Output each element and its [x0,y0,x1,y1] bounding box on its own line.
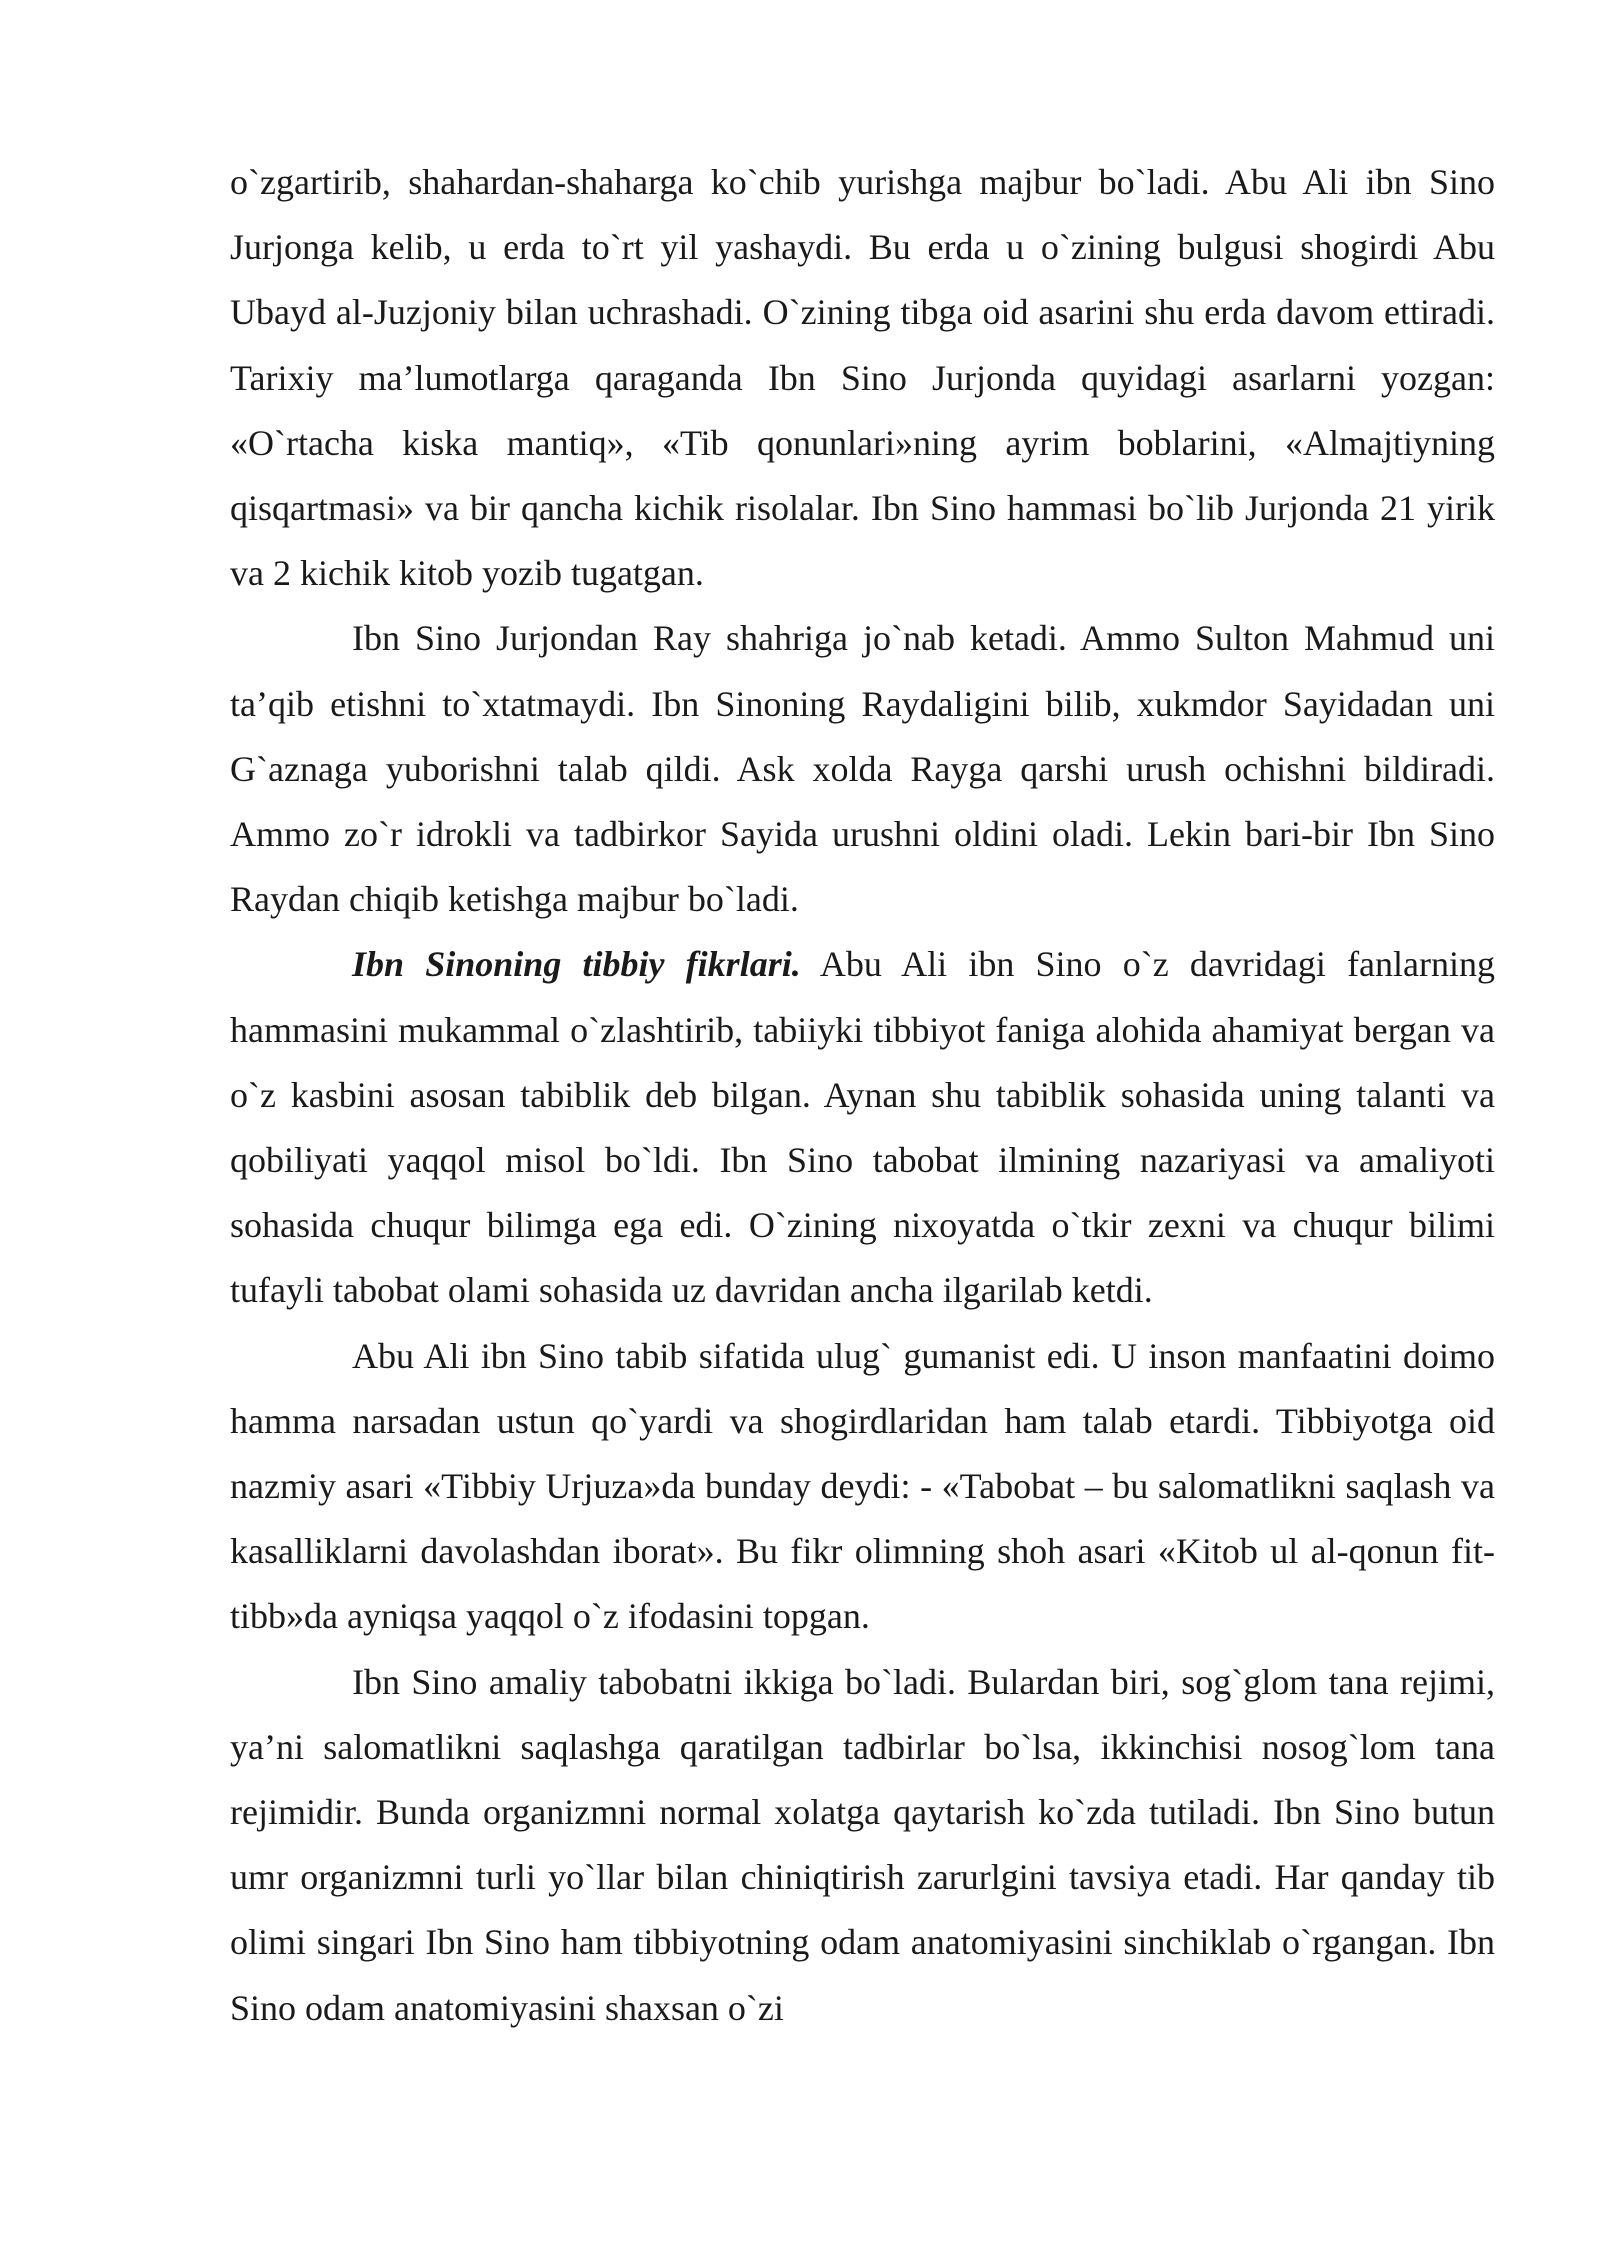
section-heading: Ibn Sinoning tibbiy fikrlari. [352,944,801,985]
paragraph-4-text: Abu Ali ibn Sino tabib sifatida ulug` gumanist edi. U inson manfaatini doimo hamma narsadan ustun qo`yardi va shogirdlaridan ham talab etardi. Tibbiyotga oid nazmiy asari «Tibbiy Urjuza»da bunday deydi: - «Tabobat – bu salomatlikni saqlash va kasalliklarni davolashdan iborat». Bu fikr olimning shoh asari «Kitob ul al-qonun fit-tibb»da ayniqsa yaqqol o`z ifodasini topgan. [230,1335,1495,1637]
paragraph-2-text: Ibn Sino Jurjondan Ray shahriga jo`nab ketadi. Ammo Sulton Mahmud uni ta’qib etishni to`xtatmaydi. Ibn Sinoning Raydaligini bilib, xukmdor Sayidadan uni G`aznaga yuborishni talab qildi. Ask xolda Rayga qarshi urush ochishni bildiradi. Ammo zo`r idrokli va tadbirkor Sayida urushni oldini oladi. Lekin bari-bir Ibn Sino Raydan chiqib ketishga majbur bo`ladi. [230,618,1495,920]
paragraph-3-text: Abu Ali ibn Sino o`z davridagi fanlarning hammasini mukammal o`zlashtirib, tabiiyki tibbiyot faniga alohida ahamiyat bergan va o`z kasbini asosan tabiblik deb bilgan. Aynan shu tabiblik sohasida uning talanti va qobiliyati yaqqol misol bo`ldi. Ibn Sino tabobat ilmining nazariyasi va amaliyoti sohasida chuqur bilimga ega edi. O`zining nixoyatda o`tkir zexni va chuqur bilimi tufayli tabobat olami sohasida uz davridan ancha ilgarilab ketdi. [230,944,1496,1311]
paragraph-1-text: o`zgartirib, shahardan-shaharga ko`chib yurishga majbur bo`ladi. Abu Ali ibn Sino Jurjonga kelib, u erda to`rt yil yashaydi. Bu erda u o`zining bulgusi shogirdi Abu Ubayd al-Juzjoniy bilan uchrashadi. O`zining tibga oid asarini shu erda davom ettiradi. Tarixiy ma’lumotlarga qaraganda Ibn Sino Jurjonda quyidagi asarlarni yozgan: «O`rtacha kiska mantiq», «Tib qonunlari»ning ayrim boblarini, «Almajtiyning qisqartmasi» va bir qancha kichik risolalar. Ibn Sino hammasi bo`lib Jurjonda 21 yirik va 2 kichik kitob yozib tugatgan. [230,162,1495,594]
document-page [230,150,1495,2041]
paragraph-1 [230,150,1495,606]
paragraph-4 [230,1324,1495,1650]
paragraph-5-text: Ibn Sino amaliy tabobatni ikkiga bo`ladi. Bulardan biri, sog`glom tana rejimi, ya’ni salomatlikni saqlashga qaratilgan tadbirlar bo`lsa, ikkinchisi nosog`lom tana rejimidir. Bunda organizmni normal xolatga qaytarish ko`zda tutiladi. Ibn Sino butun umr organizmni turli yo`llar bilan chiniqtirish zarurlgini tavsiya etadi. Har qanday tib olimi singari Ibn Sino ham tibbiyotning odam anatomiyasini sinchiklab o`rgangan. Ibn Sino odam anatomiyasini shaxsan o`zi [230,1661,1495,2028]
paragraph-2 [230,606,1495,932]
paragraph-3 [230,932,1495,1323]
paragraph-5 [230,1650,1495,2041]
